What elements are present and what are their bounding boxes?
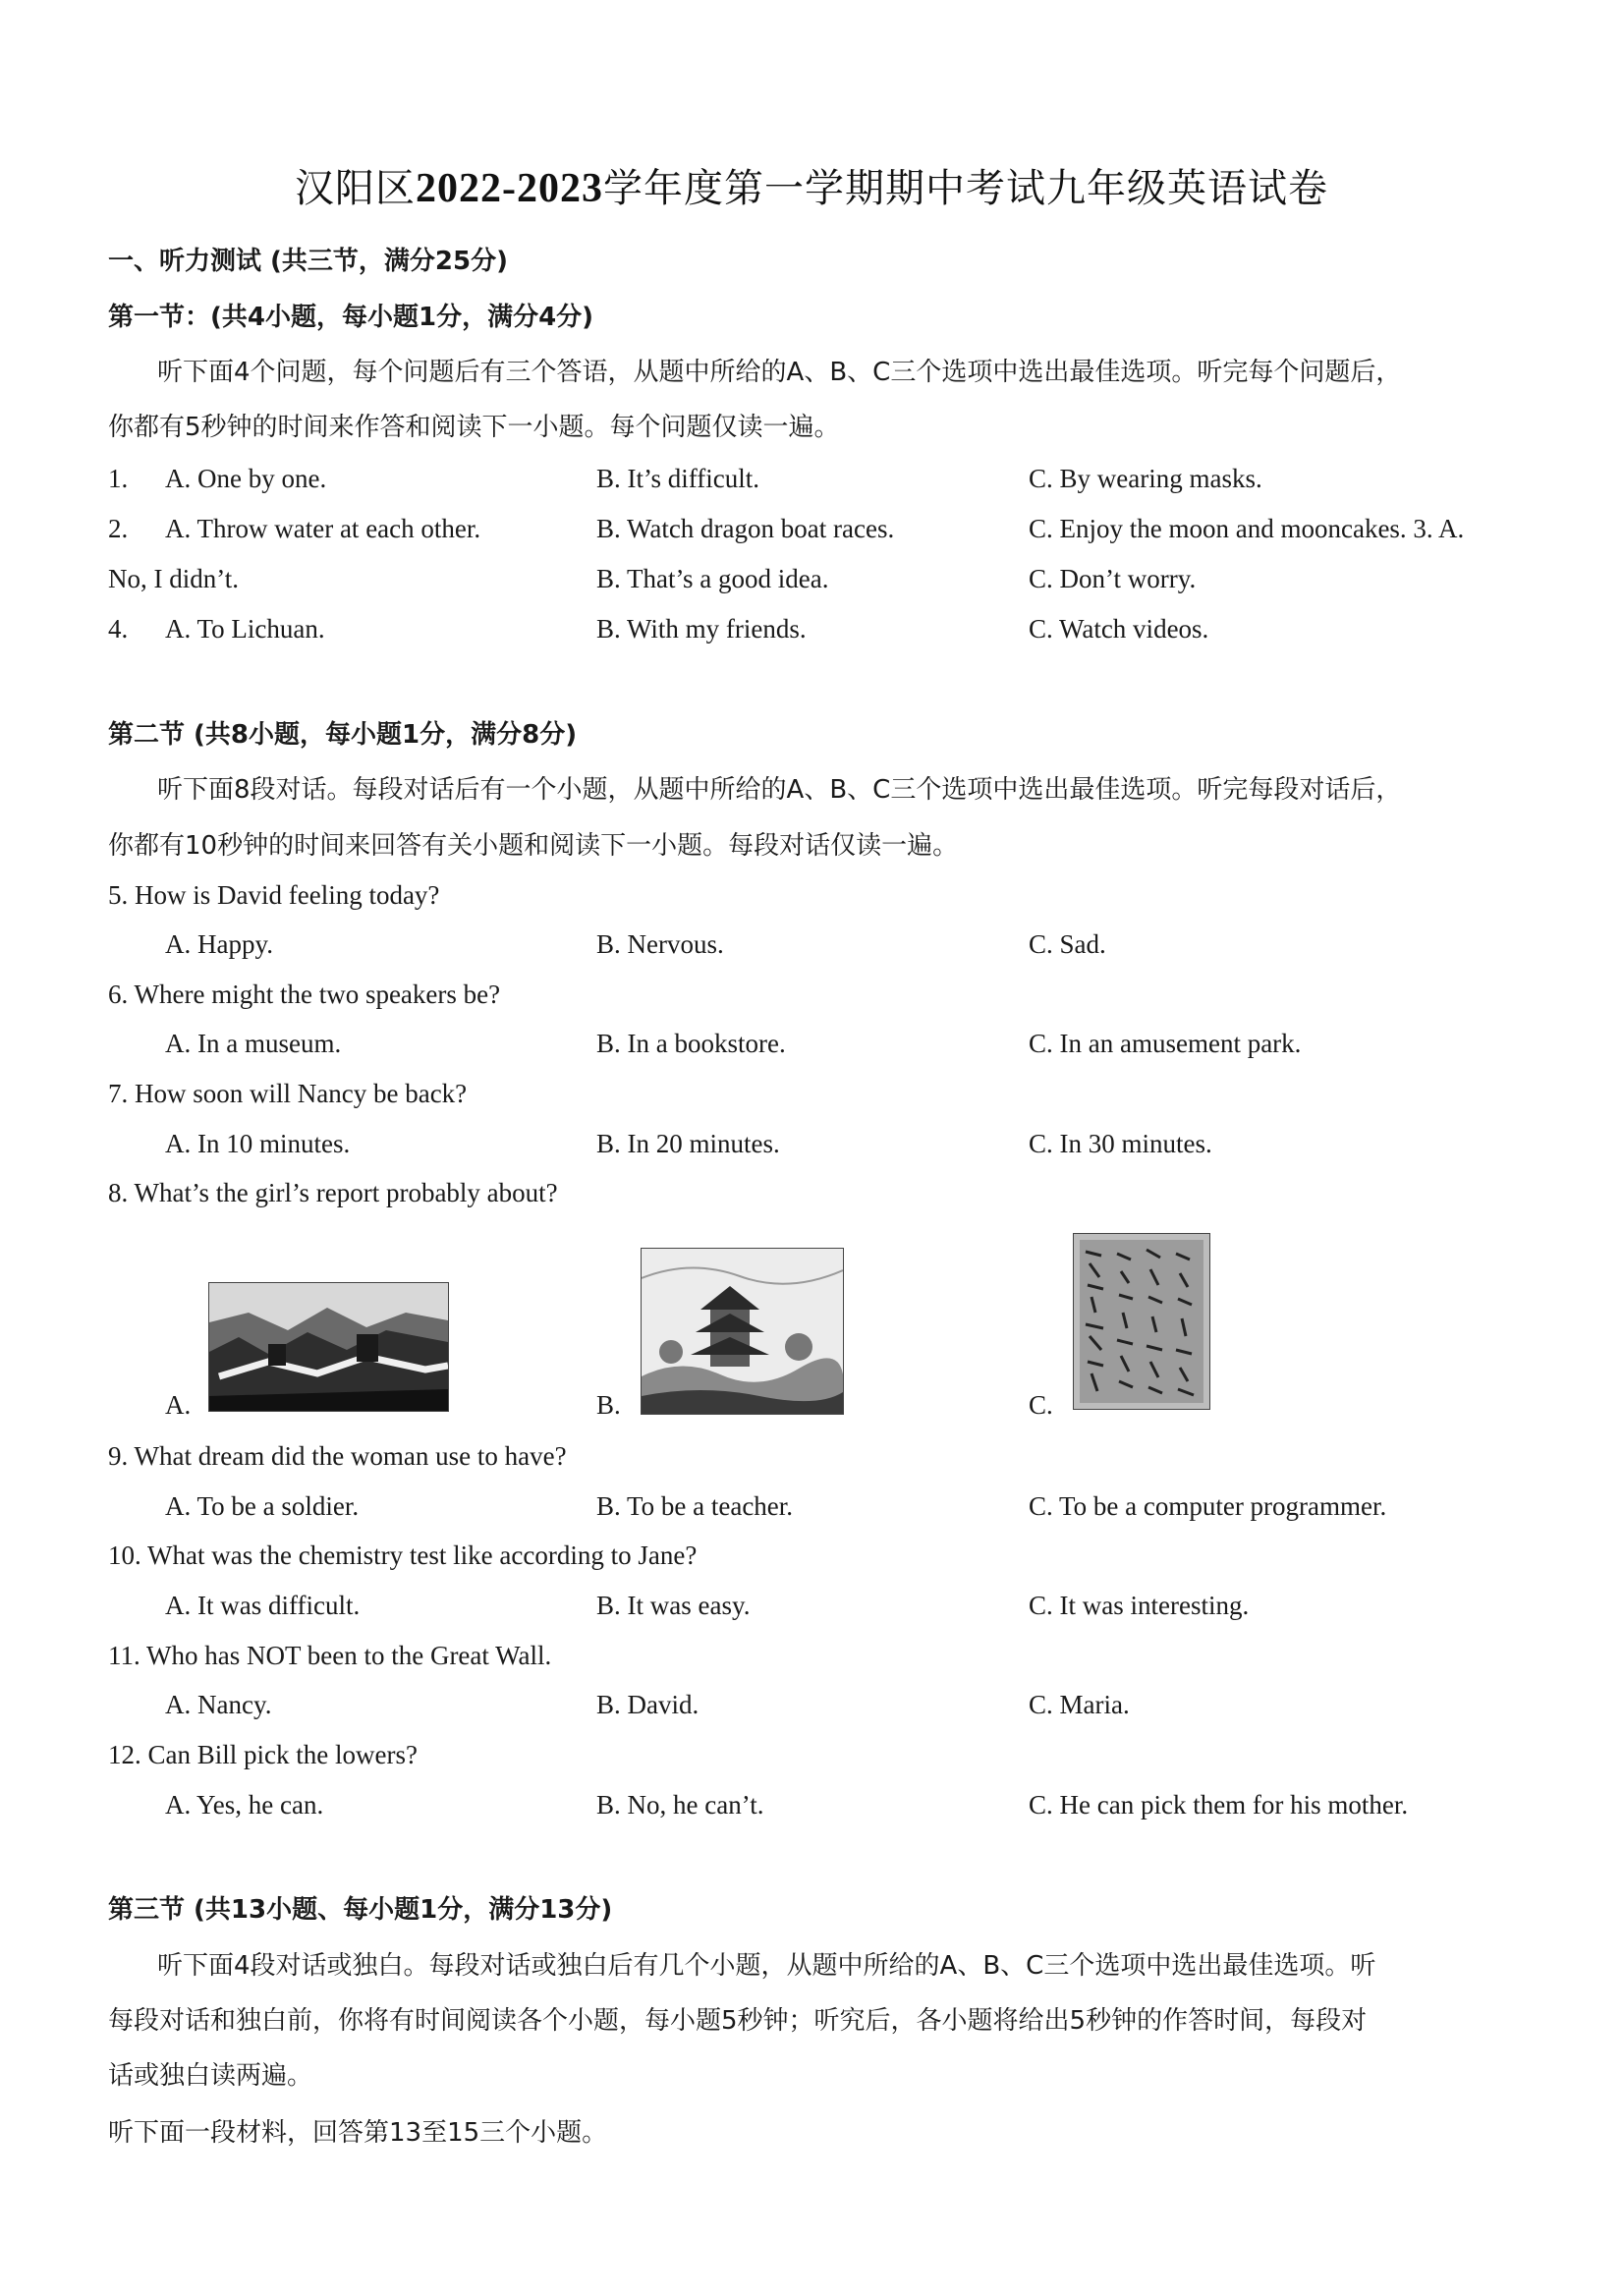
great-wall-picture (208, 1282, 449, 1412)
option-c: C. Enjoy the moon and mooncakes. 3. A. (1029, 514, 1465, 543)
option-c-label: C. (1029, 1390, 1053, 1420)
section2-heading: 第二节 (共8小题，每小题1分，满分8分) (108, 720, 578, 750)
option-c: C. Don’t worry. (1029, 564, 1197, 593)
question-number: 1. (108, 464, 129, 493)
option-b-label: B. (596, 1390, 621, 1420)
exam-title: 汉阳区2022-2023学年度第一学期期中考试九年级英语试卷 (295, 166, 1328, 211)
question-text: 6. Where might the two speakers be? (108, 980, 501, 1009)
section1-heading: 第一节：(共4小题，每小题1分，满分4分) (108, 303, 594, 332)
question-text: 11. Who has NOT been to the Great Wall. (108, 1641, 552, 1670)
option-c: C. In an amusement park. (1029, 1029, 1302, 1058)
section3-intro-line2: 每段对话和独白前，你将有时间阅读各个小题，每小题5秒钟；听究后，各小题将给出5秒钟的作答时间，每段对 (108, 2006, 1368, 2036)
option-a: A. Nancy. (165, 1690, 272, 1719)
question-text: 7. How soon will Nancy be back? (108, 1079, 468, 1108)
part-heading: 一、听力测试 (共三节，满分25分) (108, 247, 508, 276)
yellow-crane-tower-picture (641, 1248, 844, 1415)
option-b: B. With my friends. (596, 614, 807, 644)
option-a: A. It was difficult. (165, 1591, 361, 1620)
option-a: A. In 10 minutes. (165, 1129, 351, 1158)
option-c: C. In 30 minutes. (1029, 1129, 1212, 1158)
option-b: B. David. (596, 1690, 700, 1719)
option-c: C. To be a computer programmer. (1029, 1491, 1387, 1521)
section2-intro-line1: 听下面8段对话。每段对话后有一个小题，从题中所给的A、B、C三个选项中选出最佳选项。听完每段对话后， (157, 775, 1402, 805)
option-b: B. That’s a good idea. (596, 564, 829, 593)
question-text: 5. How is David feeling today? (108, 880, 440, 910)
option-b: B. To be a teacher. (596, 1491, 794, 1521)
option-c: C. Watch videos. (1029, 614, 1209, 644)
calligraphy-picture (1073, 1233, 1210, 1410)
option-c: C. It was interesting. (1029, 1591, 1250, 1620)
question-number: 2. (108, 514, 129, 543)
option-b: B. Nervous. (596, 929, 724, 959)
question-text: 8. What’s the girl’s report probably about? (108, 1178, 558, 1207)
option-b: B. In a bookstore. (596, 1029, 786, 1058)
section1-intro-line2: 你都有5秒钟的时间来作答和阅读下一小题。每个问题仅读一遍。 (108, 413, 840, 442)
question-text: 9. What dream did the woman use to have? (108, 1441, 567, 1471)
option-c: C. Sad. (1029, 929, 1106, 959)
option-a: A. To Lichuan. (165, 614, 325, 644)
option-a: A. One by one. (165, 464, 327, 493)
option-b: B. No, he can’t. (596, 1790, 764, 1820)
option-b: B. It’s difficult. (596, 464, 759, 493)
option-a: A. Yes, he can. (165, 1790, 324, 1820)
option-a: A. To be a soldier. (165, 1491, 360, 1521)
section3-intro-line3: 话或独白读两遍。 (108, 2061, 313, 2091)
question-number: 4. (108, 614, 129, 644)
section3-heading: 第三节 (共13小题、每小题1分，满分13分) (108, 1895, 613, 1925)
option-a: A. Happy. (165, 929, 273, 959)
section3-intro-line1: 听下面4段对话或独白。每段对话或独白后有几个小题，从题中所给的A、B、C三个选项中选出最佳选项。听 (157, 1951, 1376, 1981)
option-c: C. By wearing masks. (1029, 464, 1262, 493)
option-c: C. He can pick them for his mother. (1029, 1790, 1409, 1820)
option-b: B. In 20 minutes. (596, 1129, 780, 1158)
option-a: A. Throw water at each other. (165, 514, 481, 543)
section1-intro-line1: 听下面4个问题，每个问题后有三个答语，从题中所给的A、B、C三个选项中选出最佳选项。听完每个问题后， (157, 358, 1402, 387)
question-text: 12. Can Bill pick the lowers? (108, 1740, 418, 1769)
section3-instruction: 听下面一段材料，回答第13至15三个小题。 (108, 2118, 608, 2148)
option-a: A. In a museum. (165, 1029, 342, 1058)
option-a-label: A. (165, 1390, 192, 1420)
section2-intro-line2: 你都有10秒钟的时间来回答有关小题和阅读下一小题。每段对话仅读一遍。 (108, 831, 959, 861)
option-b: B. Watch dragon boat races. (596, 514, 895, 543)
option-c: C. Maria. (1029, 1690, 1130, 1719)
option-a: No, I didn’t. (108, 564, 239, 593)
option-b: B. It was easy. (596, 1591, 751, 1620)
question-text: 10. What was the chemistry test like according to Jane? (108, 1540, 698, 1570)
